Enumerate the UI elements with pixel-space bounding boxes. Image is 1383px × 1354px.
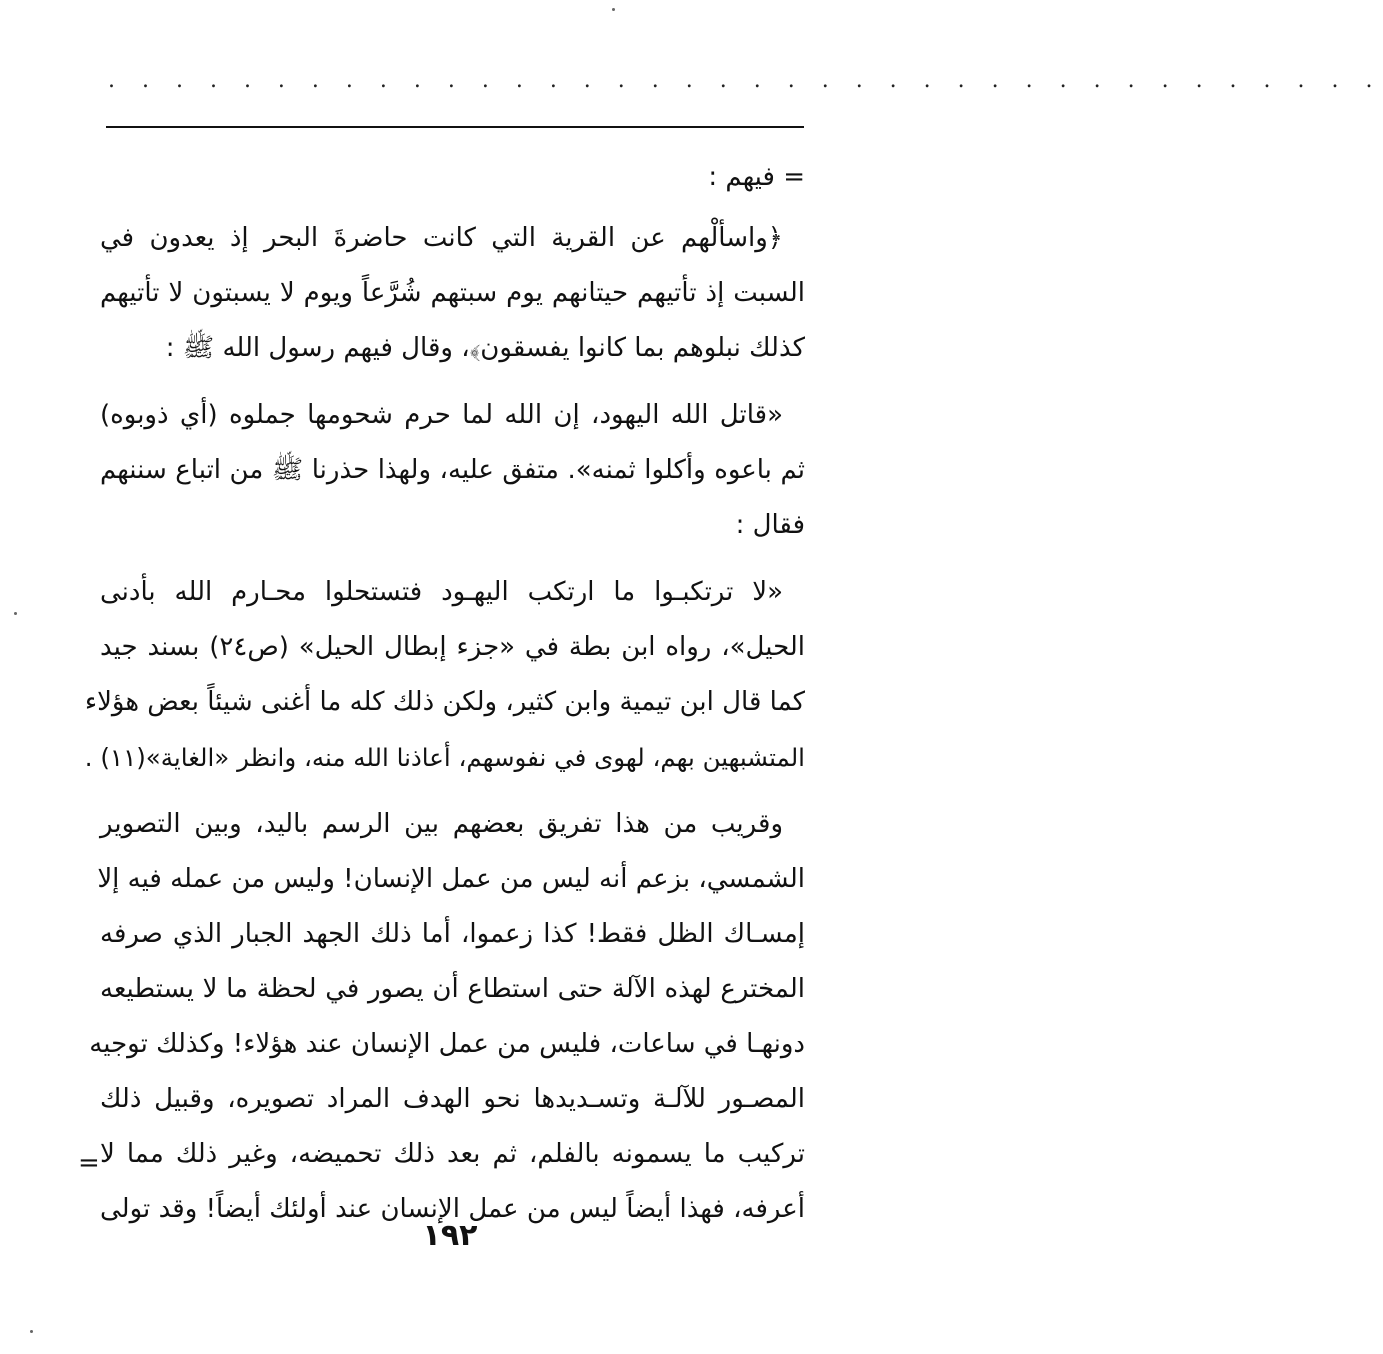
text-line: المخترع لهذه الآلة حتى استطاع أن يصور في لحظة ما لا يستطيعه bbox=[100, 974, 805, 1004]
quran-quote-paragraph bbox=[100, 211, 805, 376]
scan-speck bbox=[30, 1330, 33, 1333]
header-rule bbox=[106, 126, 804, 128]
text-line: تركيب ما يسمونه بالفلم، ثم بعد ذلك تحميضه، وغير ذلك مما لا bbox=[100, 1139, 805, 1169]
text-line: المتشبهين بهم، لهوى في نفوسهم، أعاذنا الله منه، وانظر «الغاية»(١١) . bbox=[84, 743, 805, 772]
photography-paragraph bbox=[89, 797, 805, 1237]
text-line: ثم باعوه وأكلوا ثمنه». متفق عليه، ولهذا حذرنا ﷺ من اتباع سننهم bbox=[100, 455, 805, 485]
text-line: «لا ترتكبـوا ما ارتكب اليهـود فتستحلوا محـارم الله بأدنى bbox=[100, 577, 783, 607]
text-line: فقال : bbox=[735, 510, 805, 540]
text-line: كما قال ابن تيمية وابن كثير، ولكن ذلك كله ما أغنى شيئاً بعض هؤلاء bbox=[84, 687, 805, 717]
scan-speck bbox=[612, 8, 615, 11]
text-line: كذلك نبلوهم بما كانوا يفسقون﴾، وقال فيهم رسول الله ﷺ : bbox=[165, 333, 805, 363]
text-line: إمسـاك الظل فقط! كذا زعموا، أما ذلك الجهد الجبار الذي صرفه bbox=[100, 919, 805, 949]
text-line: «قاتل الله اليهود، إن الله لما حرم شحومها جملوه (أي ذوبوه) bbox=[100, 400, 783, 430]
text-line: ﴿واسألْهم عن القرية التي كانت حاضرةَ البحر إذ يعدون في bbox=[100, 223, 783, 253]
text-line: دونهـا في ساعات، فليس من عمل الإنسان عند هؤلاء! وكذلك توجيه bbox=[89, 1029, 805, 1059]
text-line: الحيل»، رواه ابن بطة في «جزء إبطال الحيل» (ص٢٤) بسند جيد bbox=[100, 632, 805, 662]
header-dotted-line: . . . . . . . . . . . . . . . . . . . . . . . . . . . . . . . . . . . . . . bbox=[108, 68, 1383, 93]
text-line: المصـور للآلـة وتسـديدها نحو الهدف المراد تصويره، وقبيل ذلك bbox=[100, 1084, 805, 1114]
text-line: = فيهم : bbox=[708, 162, 805, 192]
text-line: الشمسي، بزعم أنه ليس من عمل الإنسان! وليس من عمله فيه إلا bbox=[97, 864, 805, 894]
lead-in-paragraph bbox=[100, 150, 805, 205]
hadith-paragraph-2 bbox=[84, 565, 805, 785]
main-text bbox=[84, 150, 805, 1249]
page-number: ١٩٢ bbox=[422, 1218, 478, 1253]
text-line: السبت إذ تأتيهم حيتانهم يوم سبتهم شُرَّعاً ويوم لا يسبتون لا تأتيهم bbox=[100, 278, 805, 308]
text-line: وقريب من هذا تفريق بعضهم بين الرسم باليد، وبين التصوير bbox=[100, 809, 783, 839]
text-line: أعرفه، فهذا أيضاً ليس من عمل الإنسان عند أولئك أيضاً! وقد تولى bbox=[100, 1194, 805, 1224]
hadith-paragraph-1 bbox=[100, 388, 805, 553]
scan-speck bbox=[14, 612, 17, 615]
continuation-mark: = bbox=[78, 1148, 100, 1178]
